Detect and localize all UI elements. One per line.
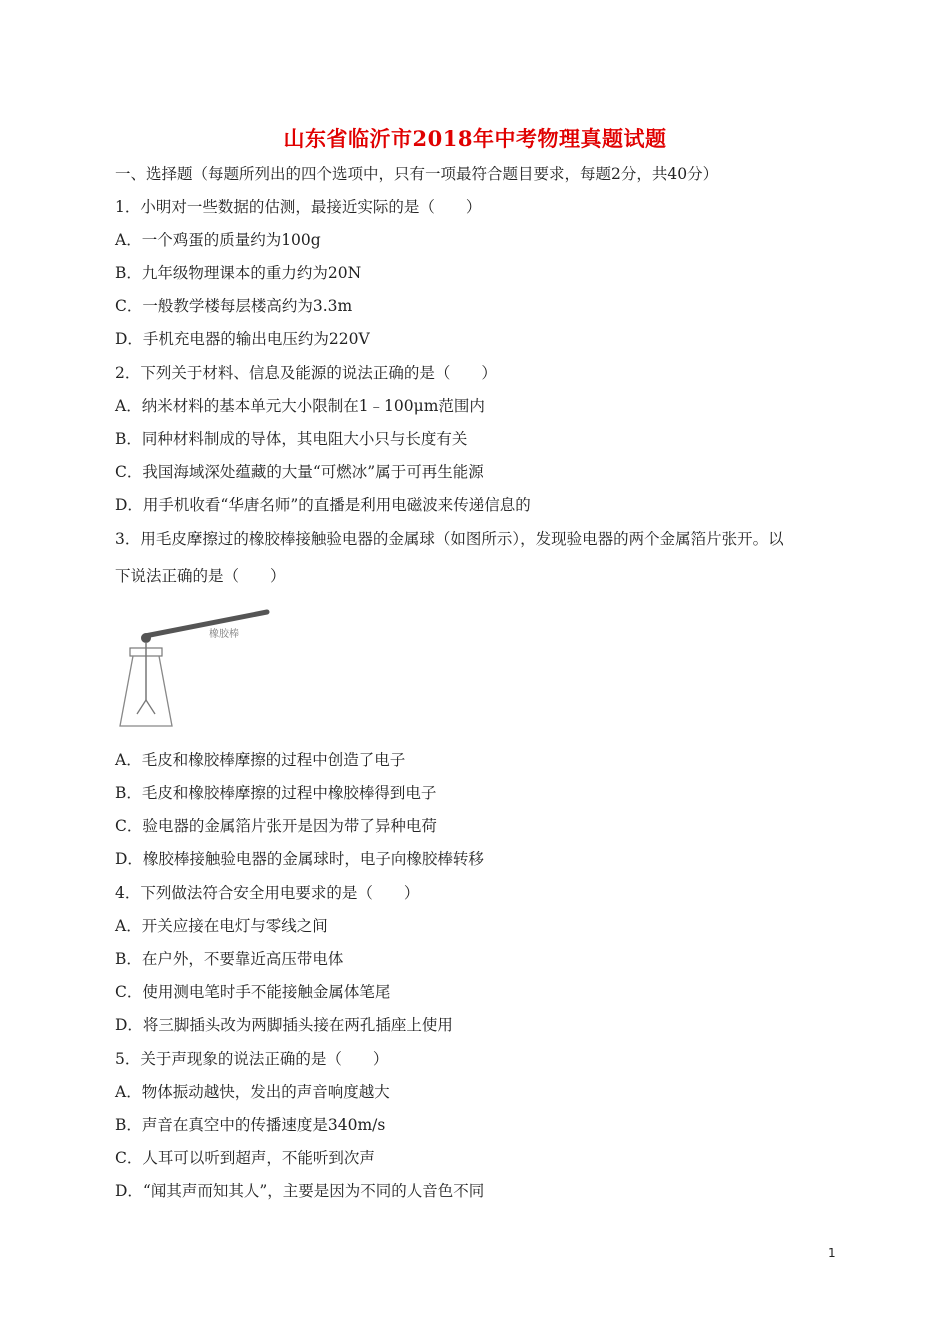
metal-ball <box>141 633 151 643</box>
question-1-stem: 1．小明对一些数据的估测，最接近实际的是（ ） <box>115 198 482 216</box>
page-title: 山东省临沂市2018年中考物理真题试题 <box>283 126 667 151</box>
rubber-rod <box>145 612 267 636</box>
question-5-stem: 5．关于声现象的说法正确的是（ ） <box>115 1050 389 1068</box>
electroscope-figure <box>117 600 277 735</box>
question-2-option-c: C．我国海域深处蕴藏的大量“可燃冰”属于可再生能源 <box>115 463 484 481</box>
question-5-option-b: B．声音在真空中的传播速度是340m/s <box>115 1116 386 1134</box>
question-2-option-d: D．用手机收看“华唐名师”的直播是利用电磁波来传递信息的 <box>115 496 531 514</box>
rubber-rod-label: 橡胶棒 <box>209 629 239 640</box>
page-number: 1 <box>828 1246 836 1260</box>
question-3-option-d: D．橡胶棒接触验电器的金属球时，电子向橡胶棒转移 <box>115 850 484 868</box>
question-1-option-d: D．手机充电器的输出电压约为220V <box>115 330 370 348</box>
question-5-option-c: C．人耳可以听到超声，不能听到次声 <box>115 1149 375 1167</box>
question-3-option-a: A．毛皮和橡胶棒摩擦的过程中创造了电子 <box>115 751 406 769</box>
question-3-option-c: C．验电器的金属箔片张开是因为带了异种电荷 <box>115 817 437 835</box>
question-4-option-d: D．将三脚插头改为两脚插头接在两孔插座上使用 <box>115 1016 453 1034</box>
question-4-option-b: B．在户外，不要靠近高压带电体 <box>115 950 344 968</box>
question-2-option-b: B．同种材料制成的导体，其电阻大小只与长度有关 <box>115 430 468 448</box>
foil-leaf-left <box>137 700 146 714</box>
question-4-stem: 4．下列做法符合安全用电要求的是（ ） <box>115 884 420 902</box>
section-heading: 一、选择题（每题所列出的四个选项中，只有一项最符合题目要求，每题2分，共40分） <box>115 165 719 183</box>
question-2-stem: 2．下列关于材料、信息及能源的说法正确的是（ ） <box>115 364 497 382</box>
question-1-option-c: C．一般教学楼每层楼高约为3.3m <box>115 297 353 315</box>
question-5-option-a: A．物体振动越快，发出的声音响度越大 <box>115 1083 390 1101</box>
question-4-option-a: A．开关应接在电灯与零线之间 <box>115 917 328 935</box>
question-2-option-a: A．纳米材料的基本单元大小限制在1﹣100μm范围内 <box>115 397 485 415</box>
question-3-stem-continued: 下说法正确的是（ ） <box>115 567 286 585</box>
question-1-option-a: A．一个鸡蛋的质量约为100g <box>115 231 321 249</box>
question-1-option-b: B．九年级物理课本的重力约为20N <box>115 264 362 282</box>
question-3-stem: 3．用毛皮摩擦过的橡胶棒接触验电器的金属球（如图所示），发现验电器的两个金属箔片张开。以 <box>115 530 784 548</box>
electroscope-diagram <box>117 600 277 735</box>
question-4-option-c: C．使用测电笔时手不能接触金属体笔尾 <box>115 983 391 1001</box>
foil-leaf-right <box>146 700 155 714</box>
question-3-option-b: B．毛皮和橡胶棒摩擦的过程中橡胶棒得到电子 <box>115 784 437 802</box>
question-5-option-d: D．“闻其声而知其人”，主要是因为不同的人音色不同 <box>115 1182 485 1200</box>
